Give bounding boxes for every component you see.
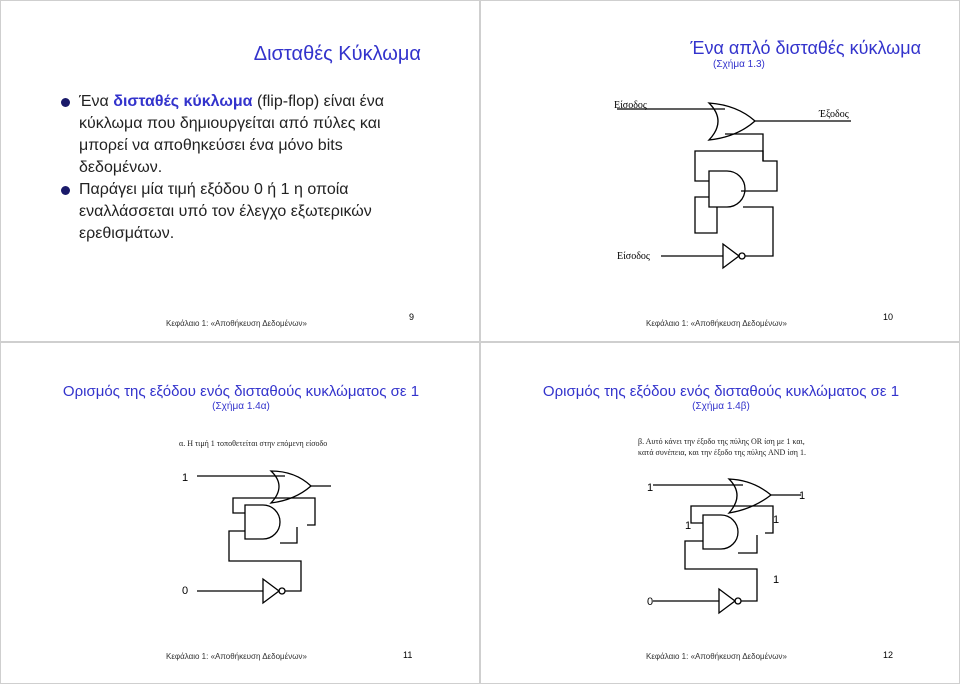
slide-11: [0, 342, 480, 684]
not-gate-icon: [723, 244, 739, 268]
figure-caption: (Σχήμα 1.3): [713, 59, 765, 70]
bullet-list: [63, 91, 423, 245]
slide-10: [480, 0, 960, 342]
input-label-top: Είσοδος: [614, 100, 647, 111]
bullet-item: Ένα δισταθές κύκλωμα (flip-flop) είναι ένα κύκλωμα που δημιουργείται από πύλες και μπορεί να αποθηκεύσει ένα μόνο bits δεδομένων.: [63, 91, 423, 179]
page-number: 11: [403, 650, 413, 660]
slide-footer: Κεφάλαιο 1: «Αποθήκευση Δεδομένων»: [646, 652, 787, 661]
figure-note: α. Η τιμή 1 τοποθετείται στην επόμενη είσοδο: [179, 439, 328, 448]
value-label-input-top: 1: [182, 472, 189, 484]
not-gate-icon: [719, 589, 735, 613]
page-number: 9: [409, 312, 415, 322]
slide-title: Ορισμός της εξόδου ενός δισταθούς κυκλώματος σε 1: [62, 383, 420, 400]
bullet-dot-icon: [61, 98, 70, 107]
figure-note: β. Αυτό κάνει την έξοδο της πύλης OR ίση με 1 και, κατά συνέπεια, και την έξοδο της πύλης AND ίση 1.: [638, 437, 806, 457]
and-gate-icon: [703, 515, 738, 549]
and-gate-icon: [245, 505, 280, 539]
input-label-bottom: Είσοδος: [617, 251, 650, 262]
figure-caption: (Σχήμα 1.4β): [692, 401, 750, 412]
bullet-dot-icon: [61, 186, 70, 195]
value-label-input-top: 1: [647, 482, 654, 494]
slide-footer: Κεφάλαιο 1: «Αποθήκευση Δεδομένων»: [646, 319, 787, 328]
page-number: 10: [883, 312, 894, 322]
value-label-input-bottom: 0: [647, 596, 654, 608]
flipflop-diagram: [1, 343, 481, 685]
slide-9: [0, 0, 480, 342]
flipflop-diagram: [481, 1, 960, 343]
slide-title: Ορισμός της εξόδου ενός δισταθούς κυκλώματος σε 1: [542, 383, 900, 400]
page-number: 12: [883, 650, 894, 660]
bold-term: δισταθές κύκλωμα: [113, 93, 253, 110]
slide-12: [480, 342, 960, 684]
not-gate-icon: [263, 579, 279, 603]
output-label: Έξοδος: [819, 109, 849, 120]
slide-title: Ένα απλό δισταθές κύκλωμα: [690, 38, 921, 58]
value-label-output: 1: [799, 490, 806, 502]
and-gate-icon: [709, 171, 745, 207]
slide-footer: Κεφάλαιο 1: «Αποθήκευση Δεδομένων»: [166, 319, 307, 328]
or-gate-icon: [729, 479, 771, 513]
bullet-item: Παράγει μία τιμή εξόδου 0 ή 1 η οποία εναλλάσσεται υπό τον έλεγχο εξωτερικών ερεθισμάτων.: [63, 179, 423, 245]
value-label-and-right: 1: [773, 514, 780, 526]
value-label-input-bottom: 0: [182, 585, 189, 597]
flipflop-diagram: [481, 343, 960, 685]
slide-footer: Κεφάλαιο 1: «Αποθήκευση Δεδομένων»: [166, 652, 307, 661]
value-label-not-output: 1: [773, 574, 780, 586]
value-label-and-left: 1: [685, 520, 692, 532]
slide-title: Δισταθές Κύκλωμα: [253, 43, 421, 65]
figure-caption: (Σχήμα 1.4α): [212, 401, 270, 412]
